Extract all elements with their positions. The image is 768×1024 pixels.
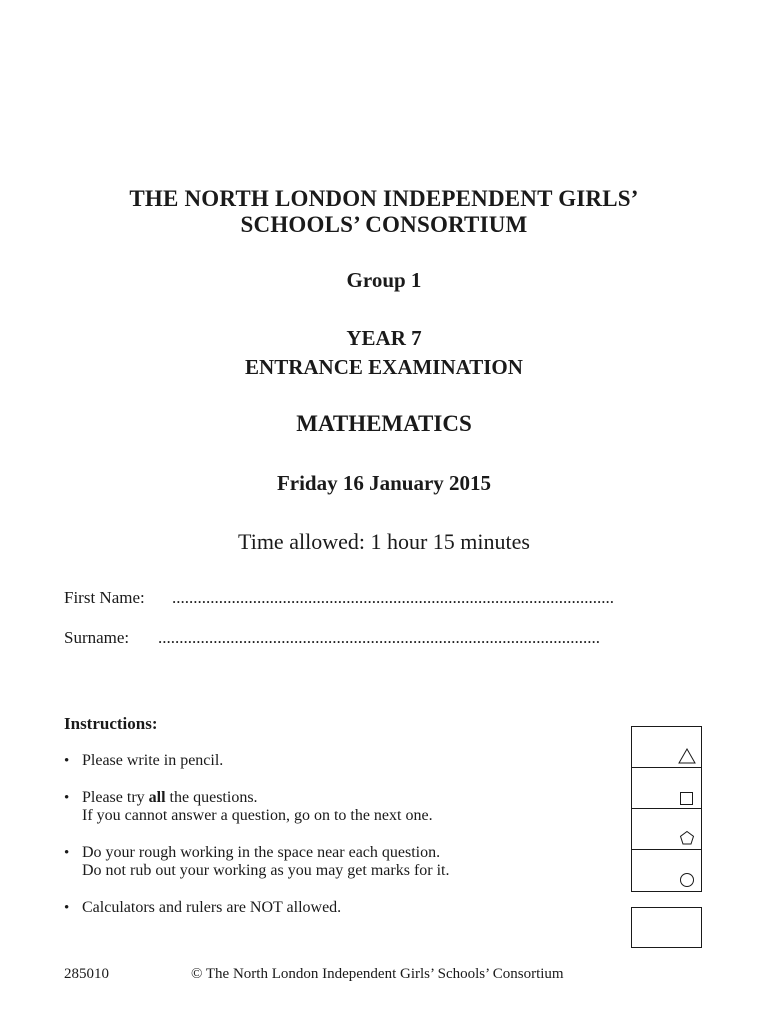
marking-cell — [632, 809, 701, 850]
marking-grid — [631, 726, 702, 892]
instruction-text: Please write in pencil. — [82, 752, 224, 769]
surname-field[interactable] — [64, 628, 704, 650]
instructions-heading: Instructions: — [64, 714, 158, 733]
exam-title — [0, 186, 768, 238]
marking-cell — [632, 850, 701, 891]
instruction-text: If you cannot answer a question, go on to the next one. — [82, 807, 433, 824]
surname-dotted-line: ........................................................................................................ — [158, 628, 600, 647]
instruction-text: Please try all the questions. — [82, 789, 258, 806]
year-label: YEAR 7 — [346, 326, 422, 350]
first-name-label: First Name: — [64, 588, 145, 607]
instruction-item — [64, 899, 604, 917]
instruction-item — [64, 789, 604, 825]
subject-label: MATHEMATICS — [296, 411, 472, 436]
square-icon — [679, 791, 695, 807]
circle-icon — [679, 872, 695, 888]
title-line-2: SCHOOLS’ CONSORTIUM — [240, 212, 528, 237]
title-line-1: THE NORTH LONDON INDEPENDENT GIRLS’ — [129, 186, 639, 211]
first-name-dotted-line: ........................................................................................................ — [172, 588, 614, 607]
surname-label: Surname: — [64, 628, 130, 647]
instruction-text: Do not rub out your working as you may get marks for it. — [82, 862, 450, 879]
paper-code: 285010 — [64, 966, 109, 982]
instruction-text: Do your rough working in the space near each question. — [82, 844, 441, 861]
bullet-icon: • — [64, 790, 70, 806]
pentagon-icon — [679, 830, 695, 846]
time-allowed: Time allowed: 1 hour 15 minutes — [238, 529, 530, 554]
copyright-notice: © The North London Independent Girls’ Schools’ Consortium — [191, 966, 564, 982]
bullet-icon: • — [64, 845, 70, 861]
marking-cell — [632, 727, 701, 768]
exam-type-label: ENTRANCE EXAMINATION — [245, 355, 523, 379]
group-label: Group 1 — [346, 268, 422, 292]
instruction-text: Calculators and rulers are NOT allowed. — [82, 899, 342, 916]
triangle-icon — [678, 748, 696, 764]
marking-cell — [632, 768, 701, 809]
exam-date: Friday 16 January 2015 — [276, 471, 492, 495]
first-name-field[interactable] — [64, 588, 704, 610]
instruction-item — [64, 752, 604, 770]
instruction-item — [64, 844, 604, 880]
bullet-icon: • — [64, 753, 70, 769]
total-mark-box — [631, 907, 702, 948]
emphasis-all: all — [148, 789, 166, 806]
bullet-icon: • — [64, 900, 70, 916]
